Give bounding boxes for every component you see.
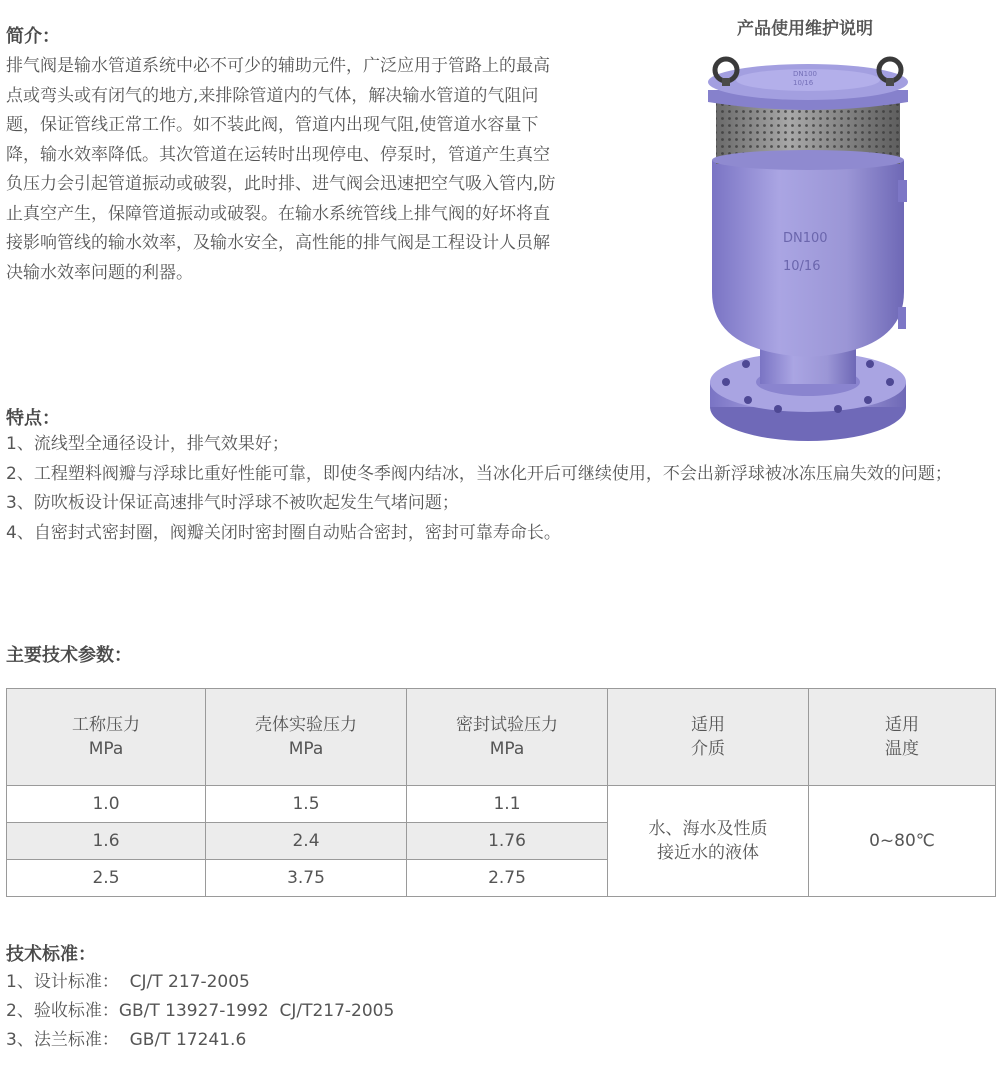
header-medium: 适用 介质 [608,689,809,786]
intro-heading: 简介： [6,26,60,47]
feature-item: 1、流线型全通径设计，排气效果好； [6,434,289,454]
standard-item: 2、验收标准：GB/T 13927-1992 CJ/T217-2005 [6,1001,395,1021]
top-marking-dn: DN100 [793,70,817,78]
cell-shell-pressure: 3.75 [206,860,407,897]
header-temperature: 适用 温度 [809,689,996,786]
table-header-row [7,689,996,786]
feature-item: 3、防吹板设计保证高速排气时浮球不被吹起发生气堵问题； [6,493,459,513]
standards-list [6,968,394,1055]
standard-item: 1、设计标准： CJ/T 217-2005 [6,972,250,992]
cell-nominal-pressure: 2.5 [7,860,206,897]
body-marking-dn: DN100 [783,231,828,246]
intro-text: 排气阀是输水管道系统中必不可少的辅助元件，广泛应用于管路上的最高点或弯头或有闭气的地方,来排除管道内的气体，解决输水管道的气阻问题，保证管线正常工作。如不装此阀，管道内出现气阻,使管道水容量下降，输水效率降低。其次管道在运转时出现停电、停泵时，管道产生真空负压力会引起管道振动或破裂，此时排、进气阀会迅速把空气吸入管内,防止真空产生，保障管道振动或破裂。在输水系统管线上排气阀的好坏将直接影响管线的输水效率，及输水安全，高性能的排气阀是工程设计人员解决输水效率问题的利器。 [6,56,556,283]
standard-item: 3、法兰标准： GB/T 17241.6 [6,1030,247,1050]
cell-seal-pressure: 2.75 [407,860,608,897]
cell-nominal-pressure: 1.6 [7,823,206,860]
cell-medium: 水、海水及性质 接近水的液体 [608,786,809,897]
cell-shell-pressure: 2.4 [206,823,407,860]
params-table [6,688,996,897]
top-marking-pn: 10/16 [793,79,814,87]
header-seal-test-pressure: 密封试验压力 MPa [407,689,608,786]
features-heading: 特点： [6,408,60,429]
params-heading: 主要技术参数： [6,645,132,666]
cell-seal-pressure: 1.1 [407,786,608,823]
feature-item: 2、工程塑料阀瓣与浮球比重好性能可靠，即使冬季阀内结冰，当冰化开后可继续使用，不会出新浮球被冰冻压扁失效的问题； [6,463,952,484]
air-valve-image [698,52,918,447]
table-row [7,786,996,823]
product-title: 产品使用维护说明 [737,19,873,39]
cell-seal-pressure: 1.76 [407,823,608,860]
cell-temperature: 0~80℃ [809,786,996,897]
body-marking-pn: 10/16 [783,259,821,274]
header-nominal-pressure: 工称压力 MPa [7,689,206,786]
feature-item: 4、自密封式密封圈，阀瓣关闭时密封圈自动贴合密封，密封可靠寿命长。 [6,522,561,543]
cell-nominal-pressure: 1.0 [7,786,206,823]
features-list [6,430,991,548]
standards-heading: 技术标准： [6,944,96,965]
header-shell-test-pressure: 壳体实验压力 MPa [206,689,407,786]
cell-shell-pressure: 1.5 [206,786,407,823]
